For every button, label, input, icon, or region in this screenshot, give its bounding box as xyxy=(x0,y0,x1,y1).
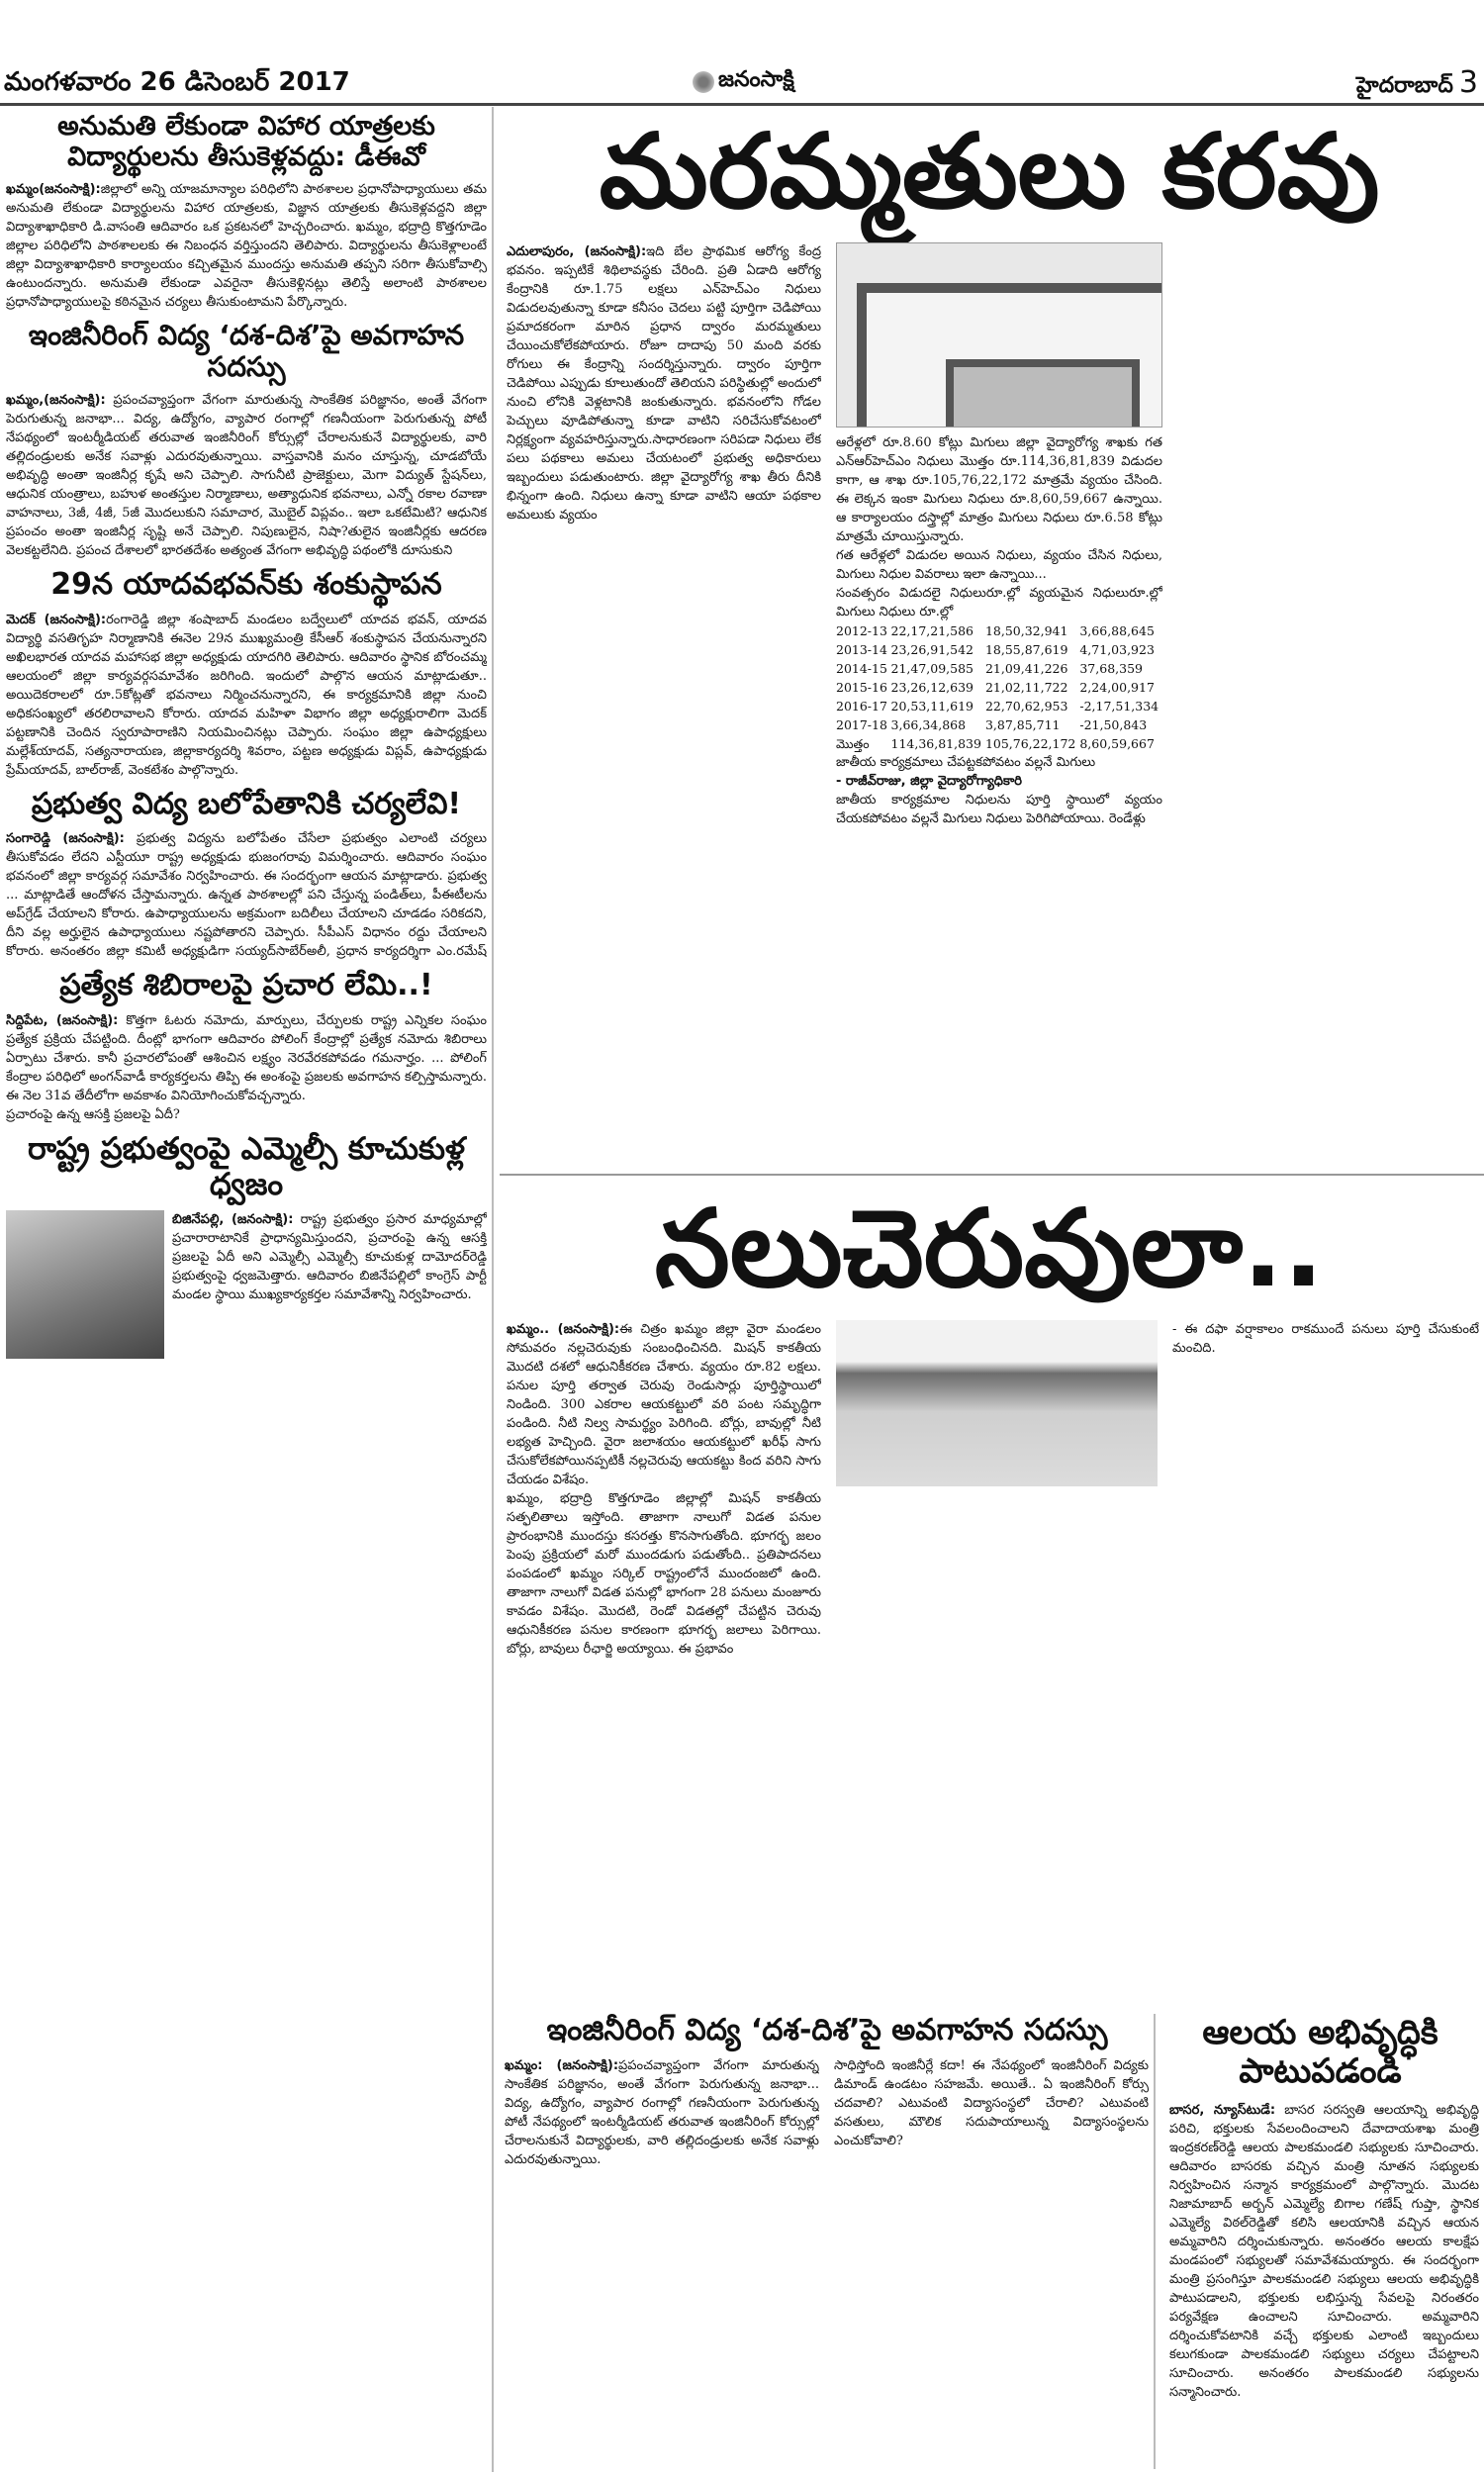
table-row xyxy=(836,734,1162,753)
table-cell: 3,87,85,711 xyxy=(984,717,1061,732)
table-cell: 23,26,12,639 xyxy=(890,680,974,695)
headline-repairs: మరమ్మతులు కరవు xyxy=(599,111,1380,232)
article-mlc xyxy=(6,1210,487,2471)
article-trips xyxy=(6,180,487,312)
dateline: ఎదులాపురం, (జనంసాక్షి): xyxy=(507,244,647,259)
logo-emblem-icon xyxy=(693,71,714,93)
article-body: జిల్లాలో అన్ని యాజమాన్యాల పరిధిలోని పాఠశాలల ప్రధానోపాధ్యాయులు తమ అనుమతి లేకుండా విద్యార్థులను విహార యాత్రలకు, విజ్ఞాన యాత్రలకు తీసుకెళ్లవద్దని జిల్లా విద్యాశాఖాధికారి డి.వాసంతి ఆదివారం ఒక ప్రకటనలో హెచ్చరించారు. ఖమ్మం, భద్రాద్రి కొత్తగూడెం జిల్లాల పరిధిలోని పాఠశాలలకు ఈ నిబంధన వర్తిస్తుందని తెలిపారు. విద్యార్థులను తీసుకెళ్లాలంటే జిల్లా విద్యాశాఖాధికారి కార్యాలయం కచ్చితమైన ముందస్తు అనుమతి తప్పని సరిగా తీసుకోవాల్సి ఉంటుందన్నారు. అనుమతి లేకుండా ఎవరైనా తీసుకెళ్లినట్లు తెలిస్తే అలాంటి పాఠశాలల ప్రధానోపాధ్యాయులపై కఠినమైన చర్యలు తీసుకుంటామని పేర్కొన్నారు. xyxy=(6,182,487,311)
edition-city xyxy=(1356,65,1478,103)
headline-temple: ఆలయ అభివృద్ధికి పాటుపడండి xyxy=(1202,2014,1438,2092)
article-body: ప్రపంచవ్యాప్తంగా వేగంగా మారుతున్న సాంకేతిక పరిజ్ఞానం, అంతే వేగంగా పెరుగుతున్న జనాభా... విద్య, ఉద్యోగం, వ్యాపార రంగాల్లో గణనీయంగా పెరుగుతున్న పోటీ నేపథ్యంలో ఇంటర్మీడియట్ తరువాత ఇంజినీరింగ్ కోర్సుల్లో చేరాలనుకునే విద్యార్థులకు, వారి తల్లిదండ్రులకు అనేక సవాళ్లు ఎదురవుతున్నాయి. వాస్తవానికి మనం చూస్తున్న, చూడబోయే అభివృద్ధి అంతా ఇంజినీర్ల కృషే అని చెప్పాలి. సాగునీటి ప్రాజెక్టులు, మెగా విద్యుత్ స్టేషన్‌లు, ఆధునిక యంత్రాలు, బహుళ అంతస్తుల నిర్మాణాలు, అత్యాధునిక భవనాలు, ఎన్నో రకాల రవాణా వాహనాలు, 3జీ, 4జీ, 5జీ మొదలుకుని సమాచార, మొబైల్ విప్లవం.. ఇలా ఒకటేమిటి? ఆధునిక ప్రపంచం అంతా ఇంజినీర్ల సృష్టి అనే చెప్పాలి. నిపుణులైన, నిషా?తులైన ఇంజినీర్లకు ఆదరణ వెలకట్టలేనిది. ప్రపంచ దేశాలలో భారతదేశం అత్యంత వేగంగా అభివృద్ధి పథంలోకి దూసుకుని xyxy=(6,393,487,559)
table-row xyxy=(836,715,1162,734)
article-special-camps xyxy=(6,1011,487,1124)
table-cell: 22,70,62,953 xyxy=(984,699,1068,714)
headline-lakes: నలుచెరువులా.. xyxy=(654,1188,1325,1311)
table-cell: 3,66,88,645 xyxy=(1079,623,1155,638)
quote-author: - రాజీవ్‌రాజు, జిల్లా వైద్యారోగ్యాధికారి xyxy=(836,774,1022,789)
table-cell: 20,53,11,619 xyxy=(890,699,974,714)
issue-date: మంగళవారం 26 డిసెంబర్ 2017 xyxy=(4,67,350,97)
table-cell: 21,02,11,722 xyxy=(984,680,1068,695)
dateline: సిద్దిపేట, (జనంసాక్షి): xyxy=(6,1012,119,1028)
table-cell: 4,71,03,923 xyxy=(1079,642,1155,657)
headline-trips: అనుమతి లేకుండా విహార యాత్రలకు విద్యార్థులను తీసుకెళ్లవద్దు: డీఈవో xyxy=(57,111,435,173)
story4-body xyxy=(1169,2101,1479,2471)
article-body: రాష్ట్ర ప్రభుత్వం ప్రసార మాధ్యమాల్లో ప్రచారారాటానికే ప్రాధాన్యమిస్తుందని, ప్రచారంపై ఉన్న ఆసక్తి ప్రజలపై ఏదీ అని ఎమ్మెల్సీ ఎమ్మెల్సీ కూచుకుళ్ల దామోదర్‌రెడ్డి ప్రభుత్వంపై ధ్వజమెత్తారు. ఆదివారం బిజినేపల్లిలో కాంగ్రెస్ పార్టీ మండల స్థాయి ముఖ్యకార్యకర్తల సమావేశాన్ని నిర్వహించారు. xyxy=(172,1212,487,1303)
article-body: ప్రపంచవ్యాప్తంగా వేగంగా మారుతున్న సాంకేతిక పరిజ్ఞానం, అంతే వేగంగా పెరుగుతున్న జనాభా... విద్య, ఉద్యోగం, వ్యాపార రంగాల్లో గణనీయంగా పెరుగుతున్న పోటీ నేపథ్యంలో ఇంటర్మీడియట్ తరువాత ఇంజినీరింగ్ కోర్సుల్లో చేరాలనుకునే విద్యార్థులకు, వారి తల్లిదండ్రులకు అనేక సవాళ్లు ఎదురవుతున్నాయి. xyxy=(505,2057,819,2167)
table-intro: గత ఆరేళ్లలో విడుదల అయిన నిధులు, వ్యయం చేసిన నిధులు, మిగులు నిధుల వివరాలు ఇలా ఉన్నాయి... xyxy=(836,548,1162,582)
table-cell: 8,60,59,667 xyxy=(1079,736,1155,751)
newspaper-logo xyxy=(693,67,794,97)
article-body: ఖమ్మం, భద్రాద్రి కొత్తగూడెం జిల్లాల్లో మిషన్ కాకతీయ సత్ఫలితాలు ఇస్తోంది. తాజాగా నాలుగో విడత పనుల ప్రారంభానికి ముందస్తు కసరత్తు కొనసాగుతోంది. భూగర్భ జలం పెంపు ప్రక్రియలో మరో ముందడుగు పడుతోంది.. ప్రతిపాదనలు పంపడంలో ఖమ్మం సర్కిల్ రాష్ట్రంలోనే ముందంజలో ఉంది. తాజాగా నాలుగో విడత పనుల్లో భాగంగా 28 పనులు మంజూరు కావడం విశేషం. మొదటి, రెండో విడతల్లో చేపట్టిన చెరువు ఆధునికీకరణ పనుల కారణంగా భూగర్భ జలాలు పెరిగాయి. బోర్లు, బావులు రీఛార్జి అయ్యాయి. ఈ ప్రభావం xyxy=(507,1491,821,1657)
page-number: 3 xyxy=(1458,65,1478,100)
table-row xyxy=(836,621,1162,640)
column-divider xyxy=(1154,2014,1156,2469)
logo-text: జనంసాక్షి xyxy=(718,67,794,92)
table-cell: 21,09,41,226 xyxy=(984,661,1068,676)
city-label: హైదరాబాద్ xyxy=(1355,73,1453,98)
story1-quote xyxy=(836,753,1162,1171)
table-cell: 2017-18 xyxy=(836,717,887,732)
table-cell: 2,24,00,917 xyxy=(1079,680,1155,695)
story2-col1 xyxy=(507,1320,821,2003)
quote-body: జాతీయ కార్యక్రమాల నిధులను పూర్తి స్థాయిలో వ్యయం చేయకపోవటం వల్లనే మిగులు నిధులు పెరిగిపోయాయి. రెండేళ్లు xyxy=(836,793,1162,826)
dateline: ఖమ్మం(జనంసాక్షి): xyxy=(6,182,101,198)
left-column xyxy=(6,111,487,2471)
subhead: ప్రచారంపై ఉన్న ఆసక్తి ప్రజలపై ఏదీ? xyxy=(6,1106,180,1122)
table-cell: -21,50,843 xyxy=(1079,717,1148,732)
table-row xyxy=(836,659,1162,678)
story1-col1 xyxy=(507,242,821,1168)
left-column-divider xyxy=(492,107,494,2472)
table-cell: 114,36,81,839 xyxy=(890,736,981,751)
article-engineering-left xyxy=(6,391,487,560)
article-govt-education xyxy=(6,829,487,961)
table-cell: మొత్తం xyxy=(836,736,870,751)
table-cell: 2012-13 xyxy=(836,623,887,638)
table-cell: 2014-15 xyxy=(836,661,887,676)
article-body: ఇది బేల ప్రాథమిక ఆరోగ్య కేంద్ర భవనం. ఇప్పటికే శిథిలావస్థకు చేరింది. ప్రతి ఏడాది ఆరోగ్య కేంద్రానికి రూ.1.75 లక్షలు ఎన్‌హెచ్‌ఎం నిధులు విడుదలవుతున్నా కూడా కనీసం చెదలు పట్టి పూర్తిగా చెడిపోయి ప్రమాదకరంగా మారిన ప్రధాన ద్వారం మరమ్మతులు చేయించుకోలేకపోయారు. రోజూ దాదాపు 50 మంది వరకు రోగులు ఈ కేంద్రాన్ని సందర్శిస్తున్నారు. ద్వారం పూర్తిగా చెడిపోయి ఎప్పుడు కూలుతుందో తెలియని పరిస్థితుల్లో అందులో నుంచి లోనికి వెళ్లటానికి జంకుతున్నారు. భవనంలోని గోడల పెచ్చులు వూడిపోతున్నా కూడా వాటిని సరిచేసుకోవటంలో నిర్లక్ష్యంగా వ్యవహరిస్తున్నారు.సాధారణంగా సరిపడా నిధులు లేక పలు పథకాలు అమలు చేయటంలో ప్రభుత్వ అధికారులు ఇబ్బందులు పడుతుంటారు. జిల్లా వైద్యారోగ్య శాఖ తీరు దీనికి భిన్నంగా ఉంది. నిధులు ఉన్నా కూడా వాటిని ఆయా పథకాల అమలుకు వ్యయం xyxy=(507,244,821,523)
table-row xyxy=(836,678,1162,697)
table-row xyxy=(836,640,1162,659)
table-cell: 3,66,34,868 xyxy=(890,717,967,732)
story1-col2-intro: ఆరేళ్లలో రూ.8.60 కోట్లు మిగులు జిల్లా వైద్యారోగ్య శాఖకు గత ఎన్‌ఆర్‌హెచ్‌ఎం నిధులు మొత్తం రూ.114,36,81,839 విడుదల కాగా, ఆ శాఖ రూ.105,76,22,172 మాత్రమే వ్యయం చేసింది. ఈ లెక్కన ఇంకా మిగులు నిధులు రూ.8,60,59,667 ఉన్నాయి. ఆ కార్యాలయం దస్త్రాల్లో మాత్రం మిగులు నిధులు రూ.6.58 కోట్లు మాత్రమే చూయిస్తున్నారు. xyxy=(836,435,1162,544)
table-cell: -2,17,51,334 xyxy=(1079,699,1159,714)
masthead-rule xyxy=(0,103,1484,106)
dateline: ఖమ్మం: (జనంసాక్షి): xyxy=(505,2057,619,2073)
story1-col2 xyxy=(836,242,1162,1171)
dateline: ఖమ్మం,(జనంసాక్షి): xyxy=(6,393,106,409)
photo-nallacheruvu-lake xyxy=(836,1320,1158,1486)
table-cell: 18,55,87,619 xyxy=(984,642,1068,657)
table-cell: 2015-16 xyxy=(836,680,887,695)
article-body: రంగారెడ్డి జిల్లా శంషాబాద్ మండలం బద్వేలులో యాదవ భవన్, యాదవ విద్యార్థి వసతిగృహ నిర్మాణానికి ఈనెల 29న ముఖ్యమంత్రి కేసీఆర్ శంకుస్థాపన చేయనున్నారని అఖిలభారత యాదవ మహాసభ జిల్లా అధ్యక్షుడు యాదగిరి తెలిపారు. ఆదివారం స్థానిక బోరంచమ్మ ఆలయంలో జిల్లా కార్యవర్గసమావేశం జరిగింది. ఇందులో పాల్గొన ఆయన మాట్లాడుతూ.. అయిదెకరాలలో రూ.5కోట్లతో భవనాలు నిర్మించనున్నారని, ఈ కార్యక్రమానికి జిల్లా నుంచి అధికసంఖ్యలో తరలిరావాలని కోరారు. యాదవ మహిళా విభాగం జిల్లా అధ్యక్షురాలిగా మెదక్ పట్టణానికి చెందిన స్వరూపారాణిని నియమించినట్లు చెప్పారు. సంఘం జిల్లా ఉపాధ్యక్షులు మల్లేశ్‌యాదవ్, సత్యనారాయణ, జిల్లాకార్యదర్శి శివరాం, పట్టణ అధ్యక్షుడు విప్లవ్, ఉపాధ్యక్షుడు ప్రేమ్‌యాదవ్, బాల్‌రాజ్, వెంకటేశం పాల్గొన్నారు. xyxy=(6,612,487,778)
headline-special-camps: ప్రత్యేక శిబిరాలపై ప్రచార లేమి..! xyxy=(59,968,433,1003)
story4 xyxy=(1159,2014,1481,2471)
article-body: ఈ చిత్రం ఖమ్మం జిల్లా వైరా మండలం సోమవరం నల్లచెరువుకు సంబంధించినది. మిషన్ కాకతీయ మొదటి దశలో ఆధునికీకరణ చేశారు. వ్యయం రూ.82 లక్షలు. పనుల పూర్తి తర్వాత చెరువు రెండుసార్లు పూర్తిస్థాయిలో నిండింది. 300 ఎకరాల ఆయకట్టులో వరి పంట సమృద్ధిగా పండింది. నీటి నిల్వ సామర్థ్యం పెరిగింది. బోర్లు, బావుల్లో నీటి లభ్యత హెచ్చింది. వైరా జలాశయం ఆయకట్టులో ఖరీఫ్ సాగు చేసుకోలేకపోయినప్పటికీ నల్లచెరువు ఆయకట్టు కింద వరిని సాగు చేయడం విశేషం. xyxy=(507,1322,821,1487)
headline-yadava-bhavan: 29న యాదవభవన్‌కు శంకుస్థాపన xyxy=(50,567,442,603)
article-yadava-bhavan xyxy=(6,611,487,780)
table-cell: 2013-14 xyxy=(836,642,887,657)
table-cell: 105,76,22,172 xyxy=(984,736,1076,751)
dateline: సంగారెడ్డి (జనంసాక్షి): xyxy=(6,831,125,847)
headline-mlc: రాష్ట్ర ప్రభుత్వంపై ఎమ్మెల్సీ కూచుకుళ్ల ధ్వజం xyxy=(28,1130,465,1202)
table-cell: 18,50,32,941 xyxy=(984,623,1068,638)
quote-title: జాతీయ కార్యక్రమాలు చేపట్టకపోవటం వల్లనే మిగులు xyxy=(836,755,1096,770)
table-cell: 37,68,359 xyxy=(1079,661,1143,676)
dateline: ఖమ్మం.. (జనంసాక్షి): xyxy=(507,1322,620,1337)
story3-columns xyxy=(505,2056,1150,2472)
table-cell: 22,17,21,586 xyxy=(890,623,974,638)
article-body: బాసర సరస్వతి ఆలయాన్ని అభివృద్ధి పరిచి, భక్తులకు సేవలందించాలని దేవాదాయశాఖ మంత్రి ఇంద్రకరణ్‌రెడ్డి ఆలయ పాలకమండలి సభ్యులకు సూచించారు. ఆదివారం బాసరకు వచ్చిన మంత్రి నూతన సభ్యులకు నిర్వహించిన సన్మాన కార్యక్రమంలో పాల్గొన్నారు. మొదట నిజామాబాద్ అర్బన్ ఎమ్మెల్యే బిగాల గణేష్ గుప్తా, స్థానిక ఎమ్మెల్యే విఠల్‌రెడ్డితో కలిసి ఆలయానికి వచ్చిన ఆయన అమ్మవారిని దర్శించుకున్నారు. అనంతరం ఆలయ కాలక్షేప మండపంలో సభ్యులతో సమావేశమయ్యారు. ఈ సందర్భంగా మంత్రి ప్రసంగిస్తూ పాలకమండలి సభ్యులు ఆలయ అభివృద్ధికి పాటుపడాలని, భక్తులకు లభిస్తున్న సేవలపై నిరంతరం పర్యవేక్షణ ఉంచాలని సూచించారు. అమ్మవారిని దర్శించుకోవటానికి వచ్చే భక్తులకు ఎలాంటి ఇబ్బందులు కలుగకుండా పాలకమండలి సభ్యులు చర్యలు చేపట్టాలని సూచించారు. అనంతరం పాలకమండలి సభ్యులను సన్మానించారు. xyxy=(1169,2103,1479,2401)
story3-col2: సాధిస్తోంది ఇంజినీర్లే కదా! ఈ నేపథ్యంలో ఇంజినీరింగ్ విద్యకు డిమాండ్ ఉండటం సహజమే. అయితే.. ఏ ఇంజినీరింగ్ కోర్సు చదవాలి? ఎటువంటి విద్యాసంస్థలో చేరాలి? ఎటువంటి వసతులు, మౌలిక సదుపాయాలున్న విద్యాసంస్థలను ఎంచుకోవాలి? xyxy=(834,2057,1149,2148)
dateline: బాసర, న్యూస్‌టుడే: xyxy=(1169,2103,1276,2119)
table-header: సంవత్సరం విడుదలై నిధులురూ.ల్లో వ్యయమైన నిధులురూ.ల్లో మిగులు నిధులు రూ.ల్లో xyxy=(836,586,1162,619)
dateline: మెదక్ (జనంసాక్షి): xyxy=(6,612,107,627)
story2-col3: - ఈ దఫా వర్షాకాలం రాకముందే పనులు పూర్తి చేసుకుంటే మంచిది. xyxy=(1172,1322,1479,1356)
funds-table xyxy=(836,621,1162,753)
headline-engineering: ఇంజినీరింగ్ విద్య ‘దశ-దిశ’పై అవగాహన సదస్సు xyxy=(546,2014,1108,2047)
story3 xyxy=(505,2014,1150,2471)
article-body: కొత్తగా ఓటరు నమోదు, మార్పులు, చేర్పులకు రాష్ట్ర ఎన్నికల సంఘం ప్రత్యేక ప్రక్రియ చేపట్టింది. దీంట్లో భాగంగా ఆదివారం పోలింగ్ కేంద్రాల్లో ప్రత్యేక నమోదు శిబిరాలు ఏర్పాటు చేశారు. కానీ ప్రచారలోపంతో ఆశించిన లక్ష్యం నెరవేరకపోవడం గమనార్హం. ... పోలింగ్ కేంద్రాల పరిధిలో అంగన్‌వాడీ కార్యకర్తలను తిప్పి ఈ అంశంపై ప్రజలకు అవగాహన కల్పిస్తామన్నారు. ఈ నెల 31వ తేదీలోగా అవకాశం వినియోగించుకోవచ్చన్నారు. xyxy=(6,1012,487,1103)
story3-col1 xyxy=(505,2056,819,2472)
table-row xyxy=(836,697,1162,715)
photo-health-centre xyxy=(836,242,1162,428)
table-cell: 23,26,91,542 xyxy=(890,642,974,657)
dateline: బిజినేపల్లి, (జనంసాక్షి): xyxy=(172,1212,294,1228)
headline-engineering-left: ఇంజినీరింగ్ విద్య ‘దశ-దిశ’పై అవగాహన సదస్సు xyxy=(28,319,465,384)
article-body: ప్రభుత్వ విద్యను బలోపేతం చేసేలా ప్రభుత్వం ఎలాంటి చర్యలు తీసుకోవడం లేదని ఎస్టీయూ రాష్ట్ర అధ్యక్షుడు భుజంగరావు విమర్శించారు. ఆదివారం సంఘం భవనంలో జిల్లా కార్యవర్గ సమావేశం నిర్వహించారు. ఈ సందర్భంగా ఆయన మాట్లాడారు. ప్రభుత్వ ... మాట్లాడితే ఆందోళన చేస్తామన్నారు. ఉన్నత పాఠశాలల్లో పని చేస్తున్న పండిత్‌లు, పీఈటీలను అప్‌గ్రేడ్ చేయాలని కోరారు. ఉపాధ్యాయులను అక్రమంగా బదిలీలు చేయాలని చూడడం సరికదని, దీని వల్ల అర్హులైన ఉపాధ్యాయులు నష్టపోతారని చెప్పారు. సీపీఎస్ విధానం రద్దు చేయాలని కోరారు. అనంతరం జిల్లా కమిటీ అధ్యక్షుడిగా సయ్యద్‌సాబేర్‌అలీ, ప్రధాన కార్యదర్శిగా ఎం.రమేష్ xyxy=(6,831,487,960)
photo-mlc-meeting xyxy=(6,1210,164,1359)
table-cell: 2016-17 xyxy=(836,699,887,714)
headline-govt-education: ప్రభుత్వ విద్య బలోపేతానికి చర్యలేవి! xyxy=(31,786,462,821)
table-cell: 21,47,09,585 xyxy=(890,661,974,676)
section-rule xyxy=(500,1174,1484,1176)
